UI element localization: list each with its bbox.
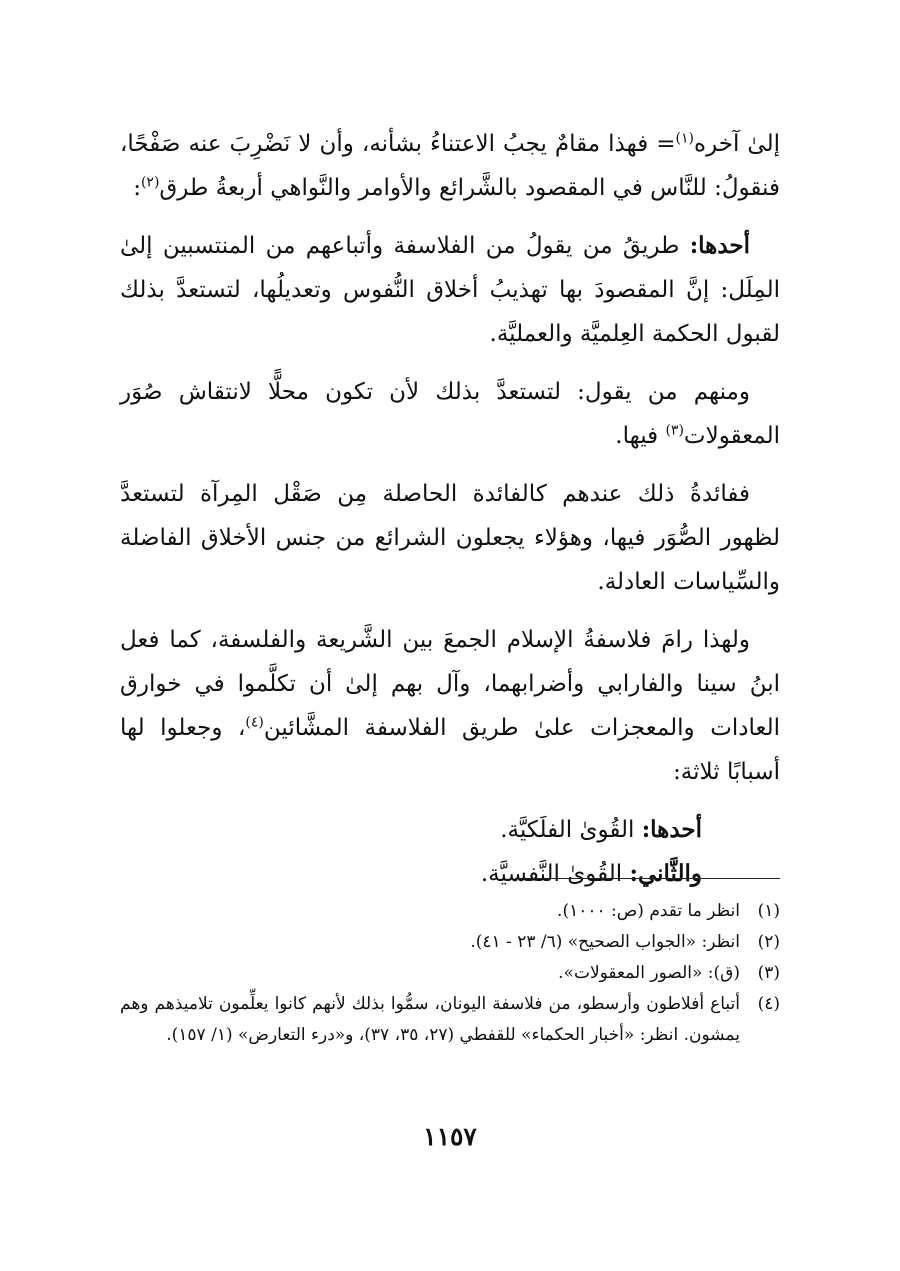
paragraph-1-end: :	[133, 175, 141, 201]
paragraph-2	[120, 224, 780, 356]
footnote-ref-1: (١)	[675, 130, 695, 147]
paragraph-5-end: ، وجعلوا لها أسبابًا ثلاثة:	[120, 715, 780, 785]
list-item-1	[120, 808, 780, 852]
paragraph-1-start: إلىٰ آخره	[694, 131, 780, 157]
paragraph-1-middle: = فهذا مقامٌ يجبُ الاعتناءُ بشأنه، وأن لا نَضْرِبَ عنه صَفْحًا، فنقولُ: للنَّاس في المقصود بالشَّرائع والأوامر والنَّواهي أربعةُ طرق	[120, 131, 780, 201]
paragraph-1	[120, 122, 780, 210]
footnote-number: (٣)	[757, 963, 780, 983]
footnote-ref-4: (٤)	[245, 714, 264, 731]
footnote-number: (٢)	[757, 932, 780, 952]
footnote-number: (١)	[757, 901, 780, 921]
footnote-ref-2: (٢)	[140, 174, 160, 191]
paragraph-2-lead: أحدها:	[689, 232, 750, 259]
list-item-2	[120, 852, 780, 896]
footnote-text: انظر: «الجواب الصحيح» (٦/ ٢٣ - ٤١).	[470, 932, 740, 952]
footnote-4	[120, 989, 780, 1051]
list-item-1-text: القُوىٰ الفلَكيَّة.	[500, 817, 642, 843]
footnote-1	[120, 896, 780, 927]
main-text	[120, 122, 780, 896]
paragraph-5	[120, 618, 780, 794]
footnote-2	[120, 927, 780, 958]
paragraph-3-text: ومنهم من يقول: لتستعدَّ بذلك لأن تكون محلًّا لانتقاش صُوَر المعقولات	[120, 379, 780, 449]
footnote-number: (٤)	[757, 994, 780, 1014]
footnote-ref-3: (٣)	[665, 422, 684, 439]
footnote-text: أتباع أفلاطون وأرسطو، من فلاسفة اليونان، سمُّوا بذلك لأنهم كانوا يعلِّمون تلاميذهم وهم يمشون. انظر: «أخبار الحكماء» للقفطي (٢٧، ٣٥، ٣٧)، و«درء التعارض» (١/ ١٥٧).	[120, 994, 740, 1045]
footnote-divider	[515, 878, 780, 879]
paragraph-5-text: ولهذا رامَ فلاسفةُ الإسلام الجمعَ بين الشَّريعة والفلسفة، كما فعل ابنُ سينا والفارابي وأضرابهما، وآل بهم إلىٰ أن تكلَّموا في خوارق العادات والمعجزات علىٰ طريق الفلاسفة المشَّائين	[120, 627, 780, 741]
footnote-text: (ق): «الصور المعقولات».	[558, 963, 740, 983]
paragraph-3	[120, 370, 780, 458]
list-item-1-lead: أحدها:	[641, 816, 702, 843]
paragraph-4: ففائدةُ ذلك عندهم كالفائدة الحاصلة مِن صَقْل المِرآة لتستعدَّ لظهور الصُّوَر فيها، وهؤلاء يجعلون الشرائع من جنس الأخلاق الفاضلة والسِّياسات العادلة.	[120, 481, 780, 595]
footnote-text: انظر ما تقدم (ص: ١٠٠٠).	[557, 901, 740, 921]
page-number: ١١٥٧	[423, 1122, 477, 1151]
list-item-2-text: القُوىٰ النَّفسيَّة.	[480, 861, 630, 887]
footnote-3	[120, 958, 780, 989]
paragraph-3-end: فيها.	[615, 423, 666, 449]
paragraph-2-text: طريقُ من يقولُ من الفلاسفة وأتباعهم من المنتسبين إلىٰ المِلَل: إنَّ المقصودَ بها تهذيبُ أخلاق النُّفوس وتعديلُها، لتستعدَّ بذلك لقبول الحكمة العِلميَّة والعمليَّة.	[120, 233, 780, 347]
page-body	[120, 122, 780, 896]
footnotes	[120, 896, 780, 1051]
list-item-2-lead: والثَّاني:	[629, 860, 702, 887]
